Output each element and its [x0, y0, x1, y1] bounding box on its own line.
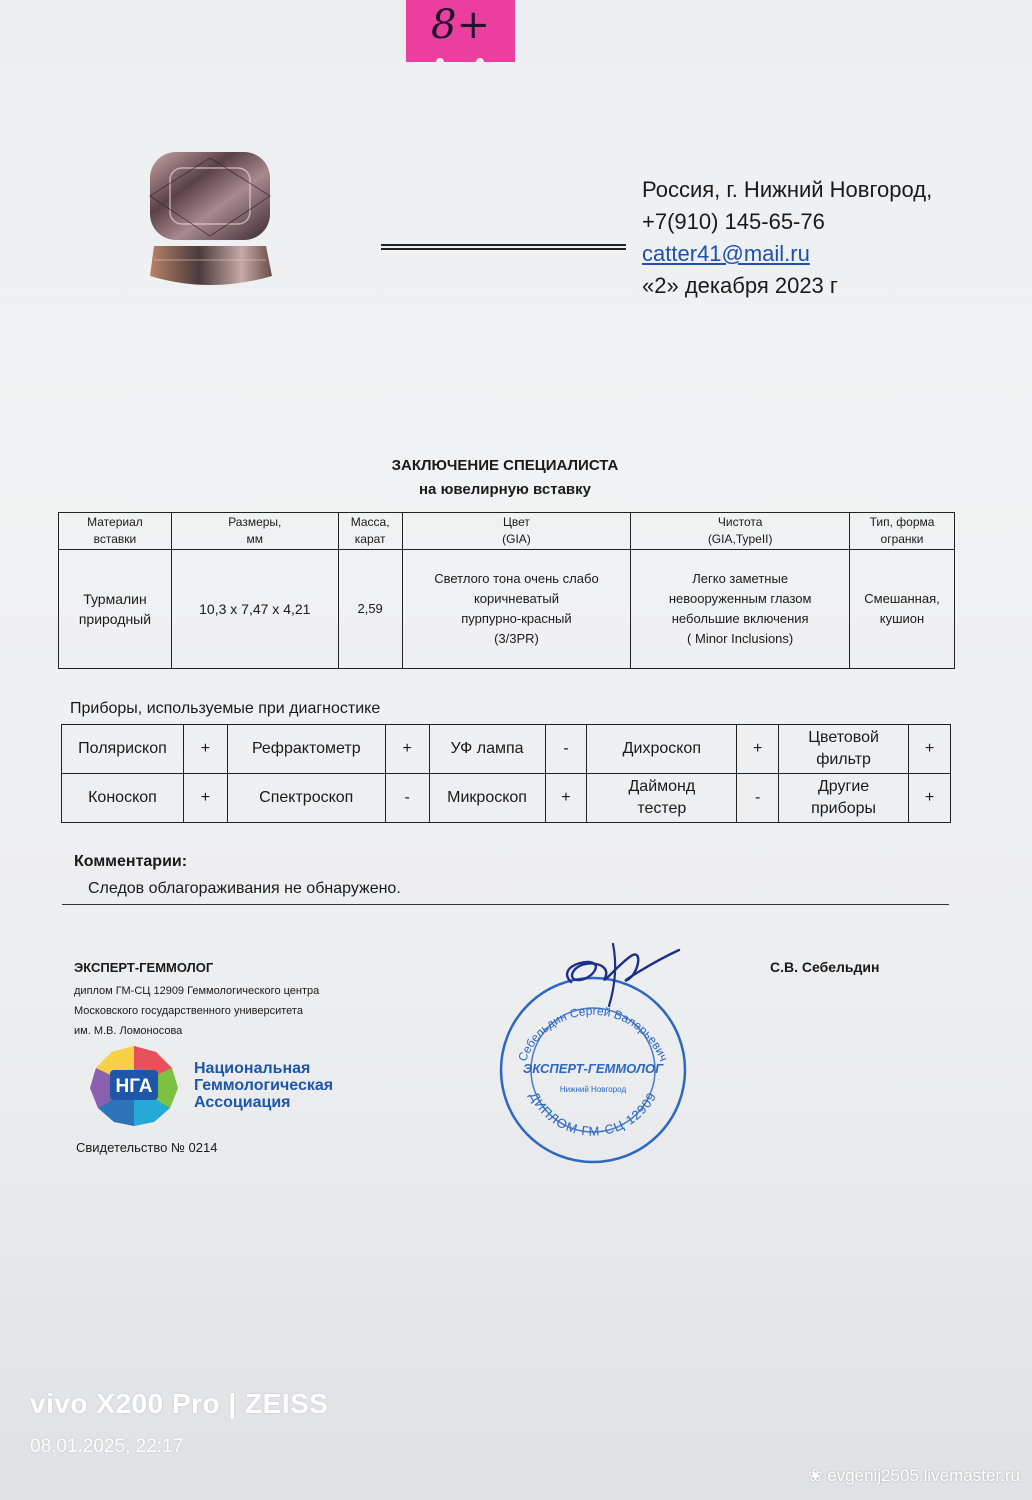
contact-email-link[interactable]: catter41@mail.ru — [642, 241, 810, 266]
photo-timestamp: 08.01.2025, 22:17 — [30, 1436, 184, 1457]
cell-clarity: Легко заметные невооруженным глазом небольшие включения ( Minor Inclusions) — [631, 550, 850, 669]
instrument-name: Коноскоп — [62, 774, 184, 823]
stamp-bottom-arc: ДИПЛОМ ГМ-СЦ 12909 — [526, 1089, 660, 1139]
contact-phone: +7(910) 145-65-76 — [642, 209, 825, 234]
site-watermark: ❀ evgenij2505.livemaster.ru — [808, 1466, 1020, 1485]
instrument-mark: + — [183, 725, 227, 774]
instrument-mark: - — [545, 725, 587, 774]
header-cut: Тип, форма огранки — [850, 513, 955, 550]
instrument-name: Дихроскоп — [587, 725, 737, 774]
header-material: Материал вставки — [59, 513, 172, 550]
camera-watermark: vivo X200 Pro | ZEISS — [30, 1388, 329, 1419]
association-line: Национальная — [194, 1060, 311, 1077]
certificate-number: Свидетельство № 0214 — [76, 1140, 218, 1155]
stamp-top-arc: Себельдин Сергей Валерьевич — [515, 1003, 671, 1064]
header-divider — [381, 244, 626, 250]
cell-color: Светлого тона очень слабо коричневатый пурпурно-красный (3/3PR) — [402, 550, 631, 669]
credential-line: Московского государственного университета — [74, 1005, 303, 1017]
expert-title: ЭКСПЕРТ-ГЕММОЛОГ — [74, 960, 214, 975]
header-mass: Масса, карат — [338, 513, 402, 550]
instruments-row-2 — [62, 774, 951, 823]
nga-logo — [84, 1044, 184, 1128]
credential-line: им. М.В. Ломоносова — [74, 1025, 183, 1037]
sticker-notch — [476, 58, 484, 63]
instrument-mark: + — [385, 725, 429, 774]
document-subtitle: на ювелирную вставку — [419, 481, 591, 498]
document-date: «2» декабря 2023 г — [642, 273, 838, 298]
comments-text: Следов облагораживания не обнаружено. — [88, 880, 401, 897]
instrument-name: Даймонд тестер — [587, 774, 737, 823]
instrument-name: Цветовой фильтр — [779, 725, 909, 774]
specs-table — [58, 512, 955, 669]
gemstone-photo — [146, 148, 276, 298]
contact-city: Россия, г. Нижний Новгород, — [642, 177, 933, 202]
instrument-mark: + — [909, 725, 951, 774]
cell-material: Турмалин природный — [59, 550, 172, 669]
sticker-text: 8+ — [431, 2, 490, 48]
instrument-name: Полярископ — [62, 725, 184, 774]
instruments-label: Приборы, используемые при диагностике — [70, 700, 381, 717]
sticker-notch — [436, 58, 444, 63]
instrument-name: Рефрактометр — [227, 725, 385, 774]
header-color: Цвет (GIA) — [402, 513, 631, 550]
instruments-row-1 — [62, 725, 951, 774]
instrument-name: Другие приборы — [779, 774, 909, 823]
instrument-mark: - — [737, 774, 779, 823]
logo-text: НГА — [115, 1076, 153, 1097]
cell-size: 10,3 х 7,47 х 4,21 — [171, 550, 338, 669]
comments-divider — [62, 904, 949, 905]
instrument-mark: + — [737, 725, 779, 774]
specs-data-row — [59, 550, 955, 669]
expert-credentials — [74, 981, 319, 1041]
instrument-name: УФ лампа — [429, 725, 545, 774]
association-line: Геммологическая — [194, 1077, 334, 1094]
comments-heading: Комментарии: — [74, 853, 188, 870]
instrument-mark: + — [545, 774, 587, 823]
instrument-mark: + — [909, 774, 951, 823]
header-clarity: Чистота (GIA,TypeII) — [631, 513, 850, 550]
signer-name: С.В. Себельдин — [770, 959, 880, 975]
instrument-name: Спектроскоп — [227, 774, 385, 823]
flower-icon: ❀ — [808, 1466, 828, 1485]
association-name — [194, 1060, 333, 1111]
document-title: ЗАКЛЮЧЕНИЕ СПЕЦИАЛИСТА — [391, 457, 619, 474]
header-size: Размеры, мм — [171, 513, 338, 550]
expert-stamp — [493, 934, 693, 1164]
cell-mass: 2,59 — [338, 550, 402, 669]
cell-cut: Смешанная, кушион — [850, 550, 955, 669]
contact-block — [642, 174, 932, 302]
credential-line: диплом ГМ-СЦ 12909 Геммологического центра — [74, 985, 320, 997]
stamp-center-text: ЭКСПЕРТ-ГЕММОЛОГ — [522, 1061, 664, 1076]
instrument-mark: + — [183, 774, 227, 823]
grade-sticker — [406, 0, 515, 62]
instruments-table — [61, 724, 951, 823]
association-line: Ассоциация — [194, 1094, 291, 1111]
stamp-city: Нижний Новгород — [559, 1085, 627, 1094]
specs-header-row — [59, 513, 955, 550]
instrument-mark: - — [385, 774, 429, 823]
instrument-name: Микроскоп — [429, 774, 545, 823]
